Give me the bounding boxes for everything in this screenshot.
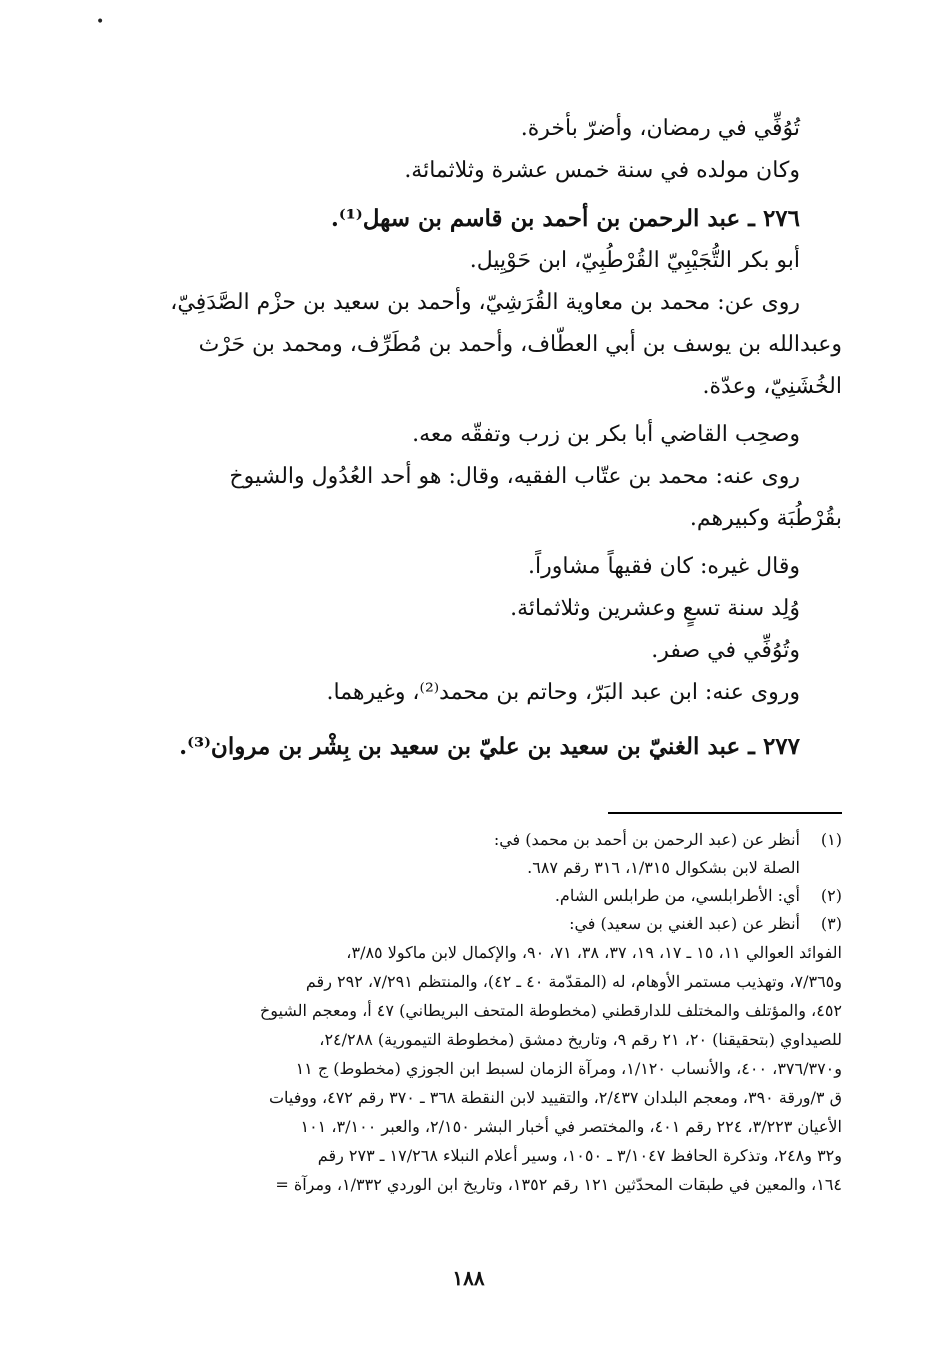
footnote-text: الصلة لابن بشكوال ١/٣١٥، ٣١٦ رقم ٦٨٧.	[527, 858, 800, 877]
footnote-text: أنظر عن (عبد الغني بن سعيد) في:	[569, 914, 800, 933]
entry-276-kunya: أبو بكر التُّجَيْبِيّ القُرْطُبِيّ، ابن حَوْيِيل.	[469, 248, 800, 273]
text-line: الخُشَنِيّ، وعدّة.	[702, 374, 842, 399]
footnote-number: (١)	[820, 830, 842, 849]
footnote-line: ق ٣/ورقة ٣٩٠، ومعجم البلدان ٢/٤٣٧، والتقييد لابن النقطة ٣٦٨ ـ ٣٧٠ رقم ٤٧٢، ووفيات	[268, 1088, 842, 1107]
entry-276-heading: ٢٧٦ ـ عبد الرحمن بن أحمد بن قاسم بن سهل⁽¹⁾.	[330, 205, 800, 232]
text-line: تُوُفِّي في رمضان، وأضرّ بأخرة.	[520, 116, 800, 141]
text-line: وقال غيره: كان فقيهاً مشاوراً.	[528, 554, 800, 579]
page-body	[100, 108, 842, 1199]
footnote-text: أي: الأطرابلسي، من طرابلس الشام.	[554, 886, 800, 905]
footnote-line: و٧/٣٦٥، وتهذيب مستمر الأوهام، له (المقدّمة ٤٠ ـ ٤٢)، والمنتظم ٧/٢٩١، ٢٩٢ رقم	[305, 972, 842, 991]
page-number: ١٨٨	[452, 1266, 485, 1290]
text-line: روى عن: محمد بن معاوية القُرَشِيّ، وأحمد بن سعيد بن حزْم الصَّدَفِيّ،	[170, 290, 800, 315]
footnote-line: ٤٥٢، والمؤتلف والمختلف للدارقطني (مخطوطة المتحف البريطاني) ٤٧ أ، ومعجم الشيوخ	[259, 1001, 842, 1020]
footnote-3	[100, 910, 842, 938]
footnote-number: (٢)	[820, 886, 842, 905]
top-dot-mark: •	[96, 14, 105, 30]
footnote-1	[100, 826, 842, 854]
text-line: وتُوُفِّي في صفر.	[651, 638, 800, 663]
footnote-2	[100, 882, 842, 910]
text-line: وكان مولده في سنة خمس عشرة وثلاثمائة.	[404, 158, 800, 183]
footnote-line: و٣٢ و٢٤٨، وتذكرة الحافظ ٣/١٠٤٧ ـ ١٠٥٠، وسير أعلام النبلاء ١٧/٢٦٨ ـ ٢٧٣ رقم	[317, 1146, 842, 1165]
text-line: وروى عنه: ابن عبد البَرّ، وحاتم بن محمد⁽²⁾، وغيرهما.	[326, 680, 800, 705]
footnote-line: للصيداوي (بتحقيقنا) ٢٠، ٢١ رقم ٩، وتاريخ دمشق (مخطوطة التيمورية) ٢٤/٢٨٨،	[319, 1030, 842, 1049]
text-line: وعبدالله بن يوسف بن أبي العطّاف، وأحمد بن مُطَرِّف، ومحمد بن حَرْث	[198, 332, 842, 357]
footnote-line: الفوائد العوالي ١١، ١٥ ـ ١٧، ١٩، ٣٧، ٣٨، ٧١، ٩٠، والإكمال لابن ماكولا ٣/٨٥،	[346, 943, 842, 962]
text-line: روى عنه: محمد بن عتّاب الفقيه، وقال: هو أحد العُدُول والشيوخ	[229, 464, 800, 489]
text-line: وصحِب القاضي أبا بكر بن زرب وتفقّه معه.	[412, 422, 800, 447]
text-line: وُلِد سنة تسعٍ وعشرين وثلاثمائة.	[510, 596, 800, 621]
footnotes	[100, 826, 842, 1199]
footnote-line: و٣٧٦/٣٧٠، ٤٠٠، والأنساب ١/١٢٠، ومرآة الزمان لسبط ابن الجوزي (مخطوط) ج ١١	[295, 1059, 842, 1078]
footnote-number: (٣)	[820, 914, 842, 933]
footnote-line: الأعيان ٣/٢٢٣، ٢٢٤ رقم ٤٠١، والمختصر في أخبار البشر ٢/١٥٠، والعبر ٣/١٠٠، ١٠١	[300, 1117, 842, 1136]
footnote-divider	[608, 812, 842, 814]
text-line: بقُرْطُبَة وكبيرهم.	[689, 506, 842, 531]
footnote-line: ١٦٤، والمعين في طبقات المحدّثين ١٢١ رقم ١٣٥٢، وتاريخ ابن الوردي ١/٣٣٢، ومرآة =	[275, 1175, 842, 1194]
entry-277-heading: ٢٧٧ ـ عبد الغنيّ بن سعيد بن عليّ بن سعيد بن بِشْر بن مروان⁽³⁾.	[179, 733, 800, 760]
footnote-text: أنظر عن (عبد الرحمن بن أحمد بن محمد) في:	[493, 830, 800, 849]
